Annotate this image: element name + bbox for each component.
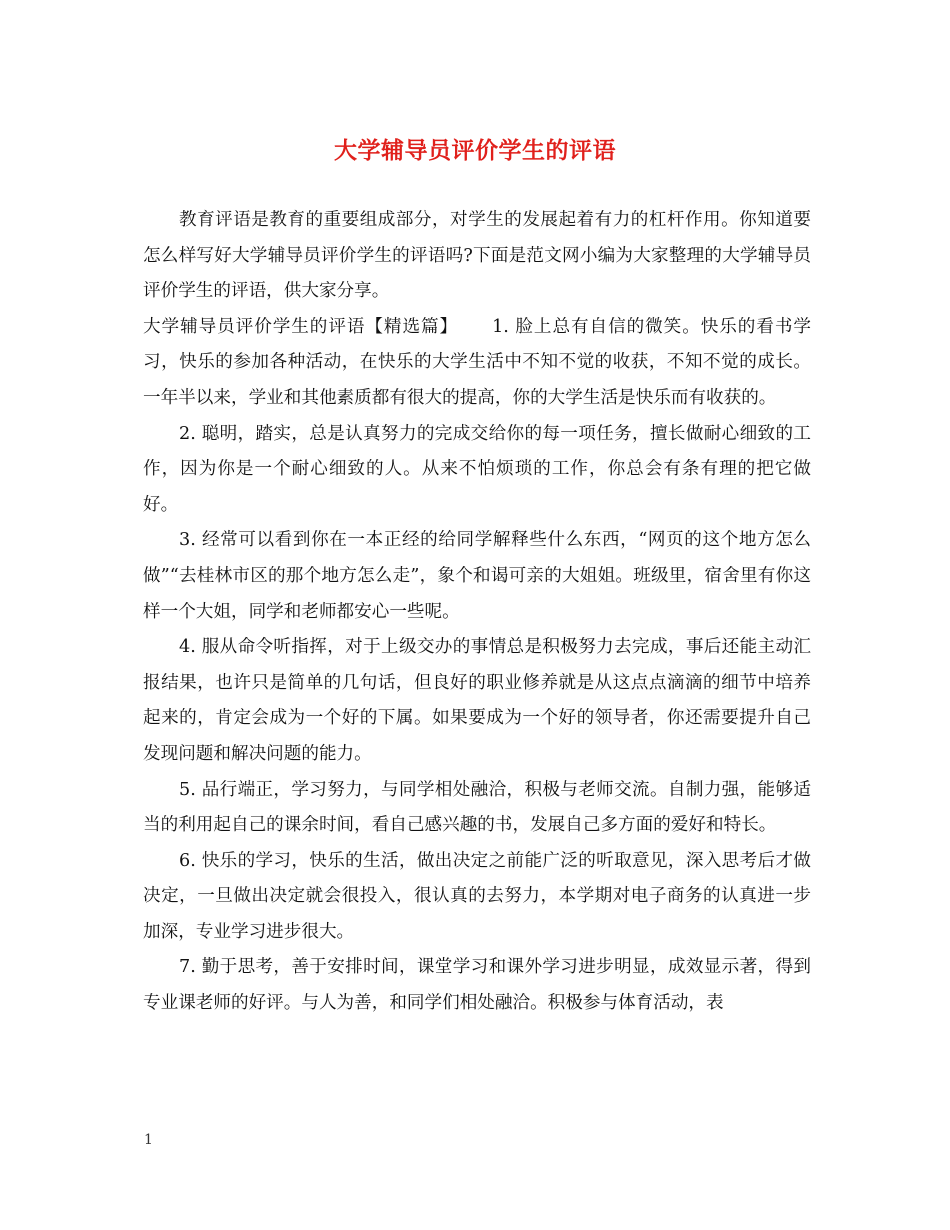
list-item-7: 7. 勤于思考，善于安排时间，课堂学习和课外学习进步明显，成效显示著，得到专业课老师的好评。与人为善，和同学们相处融洽。积极参与体育活动，表 bbox=[143, 957, 811, 1014]
section-paragraph bbox=[143, 310, 811, 417]
list-item-4: 4. 服从命令听指挥，对于上级交办的事情总是积极努力去完成，事后还能主动汇报结果，也许只是简单的几句话，但良好的职业修养就是从这点点滴滴的细节中培养起来的，肯定会成为一个好的下属。如果要成为一个好的领导者，你还需要提升自己发现问题和解决问题的能力。 bbox=[143, 637, 811, 764]
list-item-5: 5. 品行端正，学习努力，与同学相处融洽，积极与老师交流。自制力强，能够适当的利用起自己的课余时间，看自己感兴趣的书，发展自己多方面的爱好和特长。 bbox=[143, 779, 811, 836]
page-title: 大学辅导员评价学生的评语 bbox=[334, 137, 616, 164]
document-body bbox=[143, 203, 811, 1022]
section-heading: 大学辅导员评价学生的评语【精选篇】 bbox=[143, 316, 459, 337]
page-number: 1 bbox=[144, 1132, 153, 1148]
list-item-3: 3. 经常可以看到你在一本正经的给同学解释些什么东西，“网页的这个地方怎么做”“去桂林市区的那个地方怎么走”，象个和谒可亲的大姐姐。班级里，宿舍里有你这样一个大姐，同学和老师都安心一些呢。 bbox=[143, 530, 811, 622]
list-item-1: 1. 脸上总有自信的微笑。快乐的看书学习，快乐的参加各种活动，在快乐的大学生活中不知不觉的收获，不知不觉的成长。一年半以来，学业和其他素质都有很大的提高，你的大学生活是快乐而有收获的。 bbox=[143, 316, 811, 408]
list-item-6: 6. 快乐的学习，快乐的生活，做出决定之前能广泛的听取意见，深入思考后才做决定，一旦做出决定就会很投入，很认真的去努力，本学期对电子商务的认真进一步加深，专业学习进步很大。 bbox=[143, 850, 811, 942]
list-item-2: 2. 聪明，踏实，总是认真努力的完成交给你的每一项任务，擅长做耐心细致的工作，因为你是一个耐心细致的人。从来不怕烦琐的工作，你总会有条有理的把它做好。 bbox=[143, 423, 811, 515]
intro-paragraph: 教育评语是教育的重要组成部分，对学生的发展起着有力的杠杆作用。你知道要怎么样写好大学辅导员评价学生的评语吗?下面是范文网小编为大家整理的大学辅导员评价学生的评语，供大家分享。 bbox=[143, 210, 811, 302]
